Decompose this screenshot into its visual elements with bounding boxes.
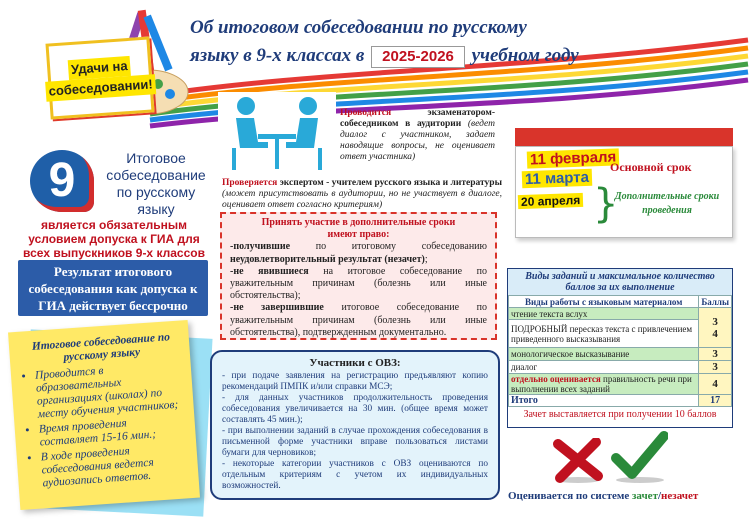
extra-item: -не явившиеся на итоговое собеседование по уважительным причинам (болезнь или иные обстоятельства); — [230, 265, 488, 302]
checked-lead: Проверяется — [222, 178, 278, 188]
tasks-col-type: Виды работы с языковым материалом — [509, 296, 699, 308]
table-row: ПОДРОБНЫЙ пересказ текста с привлечением приведенного высказывания — [509, 320, 732, 348]
title-line2-pre: языку в 9-х классах в — [190, 45, 365, 66]
sticky-item: • Время проведения составляет 15-16 мин.; — [38, 413, 187, 449]
eval-pass: зачет — [632, 490, 658, 502]
conducted-lead: Проводится — [340, 108, 392, 118]
checked-note: (может присутствовать в аудитории, но не участвует в диалоге, оценивает ответ согласно критериям) — [222, 189, 502, 210]
ovz-box — [210, 350, 500, 500]
tasks-table — [508, 295, 732, 407]
luck-line1: Удачи на — [67, 56, 131, 80]
green-check-icon — [610, 430, 668, 484]
additional-terms-box — [220, 212, 497, 340]
mandatory-note: является обязательным условием допуска к ГИА для всех выпускников 9-х классов — [23, 218, 205, 260]
conducted-text — [340, 108, 495, 163]
brace-icon: } — [593, 181, 619, 227]
table-row: отдельно оценивается правильность речи при выполнении всех заданий 4 — [509, 374, 732, 395]
additional-term-label: Дополнительные сроки проведения — [614, 191, 720, 216]
checked-bold: экспертом - учителем русского языка и литературы — [279, 178, 502, 188]
sticky-item: • В ходе проведения собеседования ведется аудиозапись ответов. — [40, 441, 190, 490]
logo-text: Итоговое собеседование по русскому языку — [106, 150, 206, 217]
meeting-people-icon — [218, 92, 336, 174]
tasks-heading: Виды заданий и максимальное количество баллов за их выполнение — [508, 269, 732, 295]
table-row: монологическое высказывание 3 — [509, 348, 732, 361]
table-row: диалог 3 — [509, 361, 732, 374]
calendar-top-bar — [515, 128, 733, 148]
extra-heading1: Принять участие в дополнительные сроки — [261, 217, 456, 228]
main-term-label: Основной срок — [610, 160, 692, 174]
result-banner: Результат итогового собеседования как допуска к ГИА действует бессрочно — [18, 260, 208, 316]
conducted-bold: экзаменатором-собеседником в аудитории — [340, 108, 495, 129]
extra-item: -не завершившие итоговое собеседование по уважительным причинам (болезнь или иные обстоятельства), подтвержденным документально. — [230, 302, 488, 338]
date-mar: 11 марта — [522, 169, 592, 188]
sticky-title: Итоговое собеседование по русскому языку — [31, 331, 171, 364]
checked-text — [222, 178, 502, 211]
ovz-heading: Участники с ОВЗ: — [309, 357, 401, 369]
year-badge: 2025-2026 — [371, 46, 465, 68]
tasks-col-score: Баллы — [699, 296, 732, 308]
date-feb: 11 февраля — [527, 148, 620, 168]
tasks-table-box — [507, 268, 733, 428]
ovz-item: - при выполнении заданий в случае прохождения собеседования в письменной форме участники вправе пользоваться листами бумаги для черновиков; — [222, 426, 488, 458]
extra-heading2: имеют право: — [327, 229, 390, 241]
logo-nine-icon: 9 — [30, 150, 94, 212]
sticky-item: • Проводится в образовательных организациях (школах) по месту обучения участников; — [35, 359, 186, 421]
title-line1: Об итоговом собеседовании по русскому — [190, 17, 527, 38]
good-luck-sign — [45, 36, 154, 119]
red-cross-icon — [552, 438, 604, 484]
table-row: чтение текста вслух 3 4 — [509, 308, 732, 320]
page-title — [190, 14, 640, 70]
ovz-item: - некоторые категории участников с ОВЗ оцениваются по отдельным критериям с учетом их индивидуальных возможностей. — [222, 459, 488, 491]
ovz-item: - для данных участников продолжительность проведения собеседования увеличивается на 30 мин. (общее время может составлять 45 мин.); — [222, 393, 488, 425]
title-line2-post: учебном году — [471, 45, 579, 66]
date-apr: 20 апреля — [518, 193, 584, 209]
table-row-total: Итого 17 — [509, 395, 732, 407]
pass-note: Зачет выставляется при получении 10 баллов — [523, 409, 717, 420]
luck-line2: собеседовании! — [45, 74, 156, 102]
eval-fail: незачет — [661, 490, 699, 502]
conducted-note: (ведет диалог с участником, задает наводящие вопросы, не оценивает ответ участника) — [340, 119, 496, 162]
ovz-item: - при подаче заявления на регистрацию предъявляют копию рекомендаций ПМПК и/или справки МСЭ; — [222, 371, 488, 392]
evaluation-note: Оценивается по системе зачет/незачет — [508, 490, 699, 502]
extra-item: -получившие по итоговому собеседованию неудовлетворительный результат (незачет); — [230, 241, 487, 265]
sticky-note — [8, 320, 200, 510]
